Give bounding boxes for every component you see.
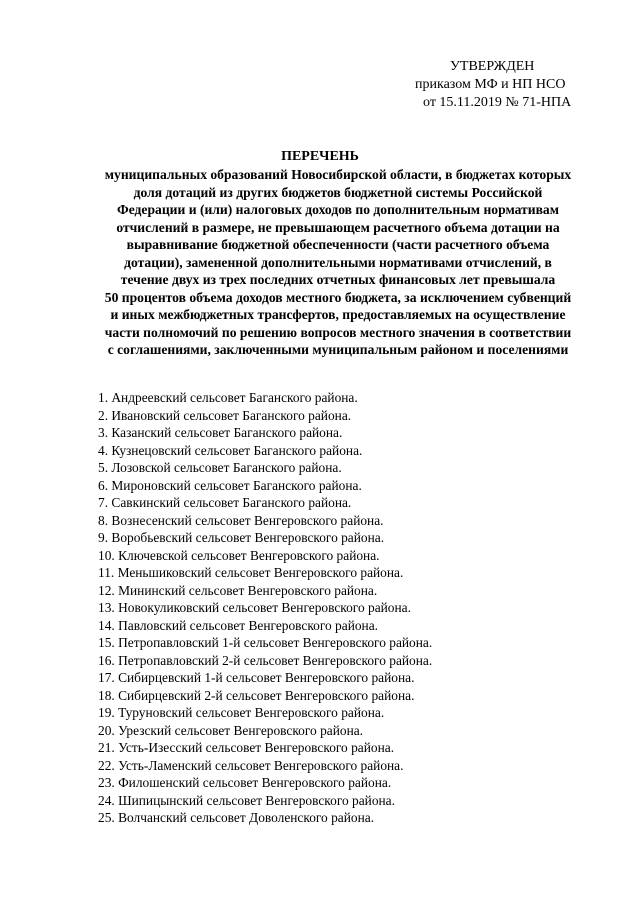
list-item: 17. Сибирцевский 1-й сельсовет Венгеровского района. bbox=[98, 670, 415, 685]
list-item: 16. Петропавловский 2-й сельсовет Венгеровского района. bbox=[98, 652, 433, 668]
subtitle-line: муниципальных образований Новосибирской области, в бюджетах которых bbox=[104, 167, 572, 182]
list-item: 13. Новокуликовский сельсовет Венгеровского района. bbox=[98, 600, 411, 615]
list-item: 19. Туруновский сельсовет Венгеровского района. bbox=[98, 705, 385, 720]
approval-title: УТВЕРЖДЕН bbox=[450, 59, 535, 74]
list-item: 18. Сибирцевский 2-й сельсовет Венгеровского района. bbox=[98, 687, 415, 703]
list-item: 21. Усть-Изесский сельсовет Венгеровского района. bbox=[98, 740, 395, 755]
subtitle-line: дотации), замененной дополнительными нормативами отчислений, в bbox=[124, 254, 552, 270]
subtitle-line: части полномочий по решению вопросов местного значения в соответствии bbox=[104, 324, 572, 340]
list-item: 22. Усть-Ламенский сельсовет Венгеровского района. bbox=[98, 757, 404, 773]
list-item: 25. Волчанский сельсовет Доволенского района. bbox=[98, 810, 375, 825]
subtitle-line: 50 процентов объема доходов местного бюджета, за исключением субвенций bbox=[104, 289, 572, 305]
subtitle-line: Федерации и (или) налоговых доходов по дополнительным нормативам bbox=[117, 202, 559, 217]
list-item: 9. Воробьевский сельсовет Венгеровского района. bbox=[98, 530, 385, 545]
list-item: 12. Мининский сельсовет Венгеровского района. bbox=[98, 582, 378, 598]
list-item: 8. Вознесенский сельсовет Венгеровского района. bbox=[98, 512, 384, 528]
approval-stamp bbox=[400, 58, 620, 112]
list-item: 10. Ключевской сельсовет Венгеровского района. bbox=[98, 547, 380, 563]
subtitle-line: течение двух из трех последних отчетных финансовых лет превышала bbox=[120, 272, 556, 287]
list-item: 7. Савкинский сельсовет Баганского района. bbox=[98, 495, 352, 510]
list-item: 2. Ивановский сельсовет Баганского района. bbox=[98, 407, 352, 423]
list-item: 20. Урезский сельсовет Венгеровского района. bbox=[98, 722, 364, 738]
list-item: 15. Петропавловский 1-й сельсовет Венгеровского района. bbox=[98, 635, 433, 650]
list-item: 3. Казанский сельсовет Баганского района. bbox=[98, 425, 343, 440]
document-subtitle bbox=[60, 166, 616, 359]
list-item: 5. Лозовской сельсовет Баганского района. bbox=[98, 460, 342, 475]
subtitle-line: отчислений в размере, не превышающем расчетного объема дотации на bbox=[116, 219, 560, 235]
list-item: 4. Кузнецовский сельсовет Баганского района. bbox=[98, 442, 363, 458]
list-item: 23. Филошенский сельсовет Венгеровского района. bbox=[98, 775, 392, 790]
subtitle-line: с соглашениями, заключенными муниципальным районом и поселениями bbox=[107, 342, 569, 357]
approval-order: приказом МФ и НП НСО bbox=[415, 77, 566, 92]
subtitle-line: доля дотаций из других бюджетов бюджетной системы Российской bbox=[133, 184, 543, 200]
approval-date: от 15.11.2019 № 71-НПА bbox=[423, 95, 572, 110]
list-item: 24. Шипицынский сельсовет Венгеровского района. bbox=[98, 792, 395, 808]
list-item: 11. Меньшиковский сельсовет Венгеровского района. bbox=[98, 565, 404, 580]
municipality-list bbox=[98, 389, 618, 827]
subtitle-line: выравнивание бюджетной обеспеченности (части расчетного объема bbox=[126, 237, 550, 252]
list-item: 6. Мироновский сельсовет Баганского района. bbox=[98, 477, 362, 493]
document-title: ПЕРЕЧЕНЬ bbox=[281, 149, 359, 164]
list-item: 1. Андреевский сельсовет Баганского района. bbox=[98, 390, 358, 405]
subtitle-line: и иных межбюджетных трансфертов, предоставляемых на осуществление bbox=[110, 307, 566, 322]
list-item: 14. Павловский сельсовет Венгеровского района. bbox=[98, 617, 379, 633]
